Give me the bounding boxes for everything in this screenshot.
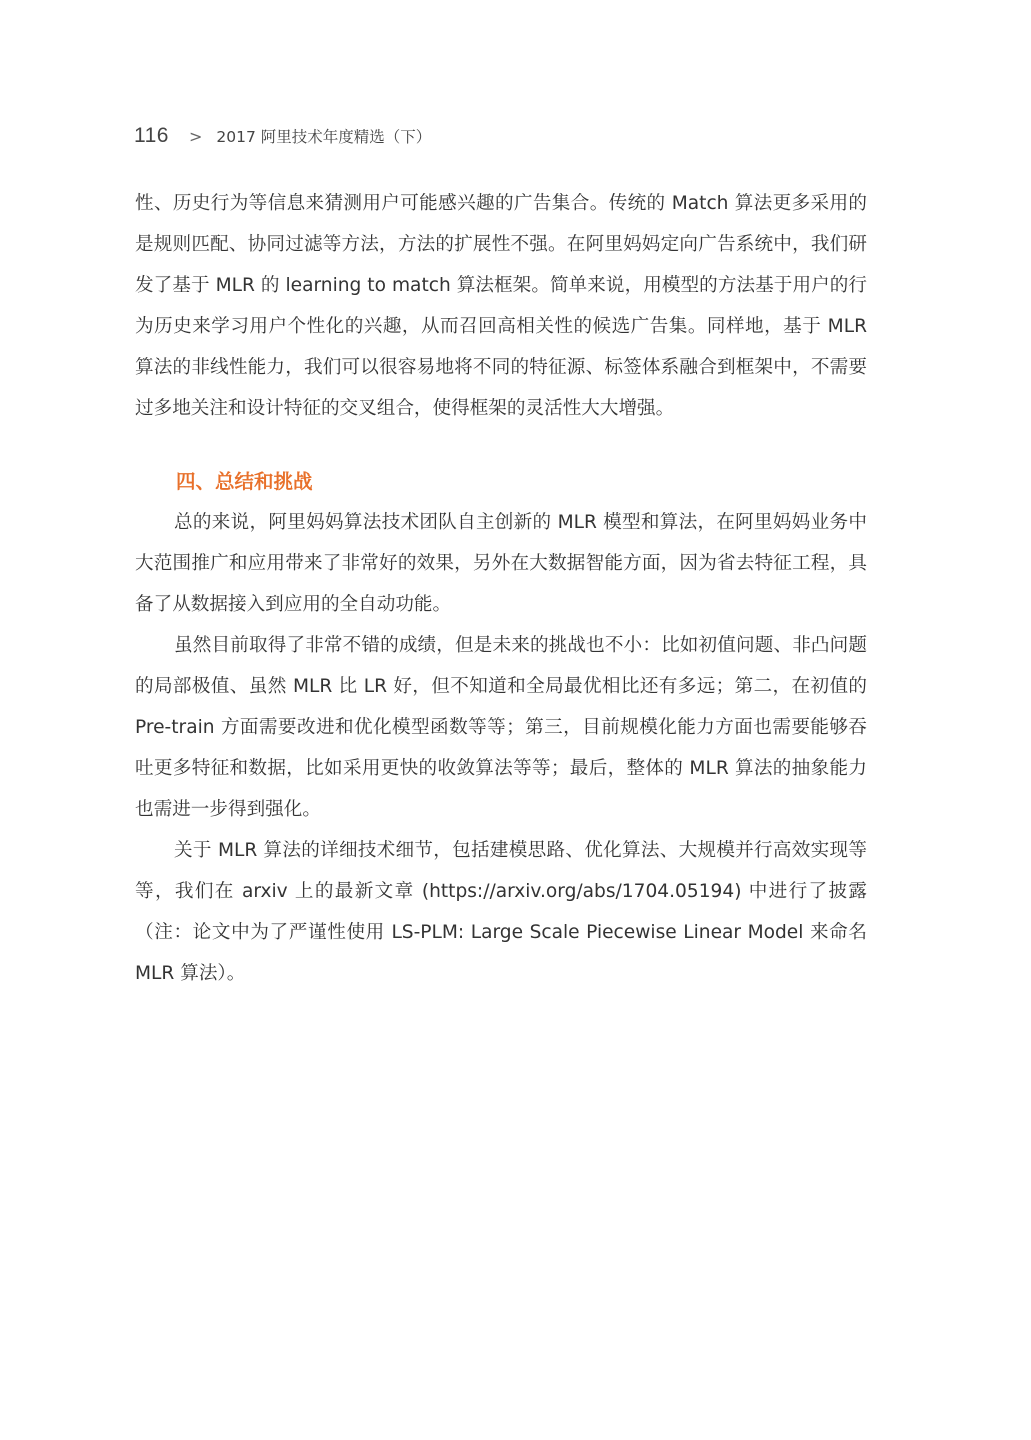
book-title: 2017 阿里技术年度精选（下） [216, 128, 432, 146]
body-paragraph-3: 关于 MLR 算法的详细技术细节，包括建模思路、优化算法、大规模并行高效实现等等，我们在 arxiv 上的最新文章 (https://arxiv.org/abs/1704.05194) 中进行了披露（注：论文中为了严谨性使用 LS-PLM: Large Scale Piecewise Linear Model 来命名 MLR 算法）。 [135, 840, 867, 984]
body-paragraph-1: 总的来说，阿里妈妈算法技术团队自主创新的 MLR 模型和算法，在阿里妈妈业务中大范围推广和应用带来了非常好的效果，另外在大数据智能方面，因为省去特征工程，具备了从数据接入到应用的全自动功能。 [135, 512, 867, 615]
intro-paragraph: 性、历史行为等信息来猜测用户可能感兴趣的广告集合。传统的 Match 算法更多采用的是规则匹配、协同过滤等方法，方法的扩展性不强。在阿里妈妈定向广告系统中，我们研发了基于 MLR 的 learning to match 算法框架。简单来说，用模型的方法基于用户的行为历史来学习用户个性化的兴趣，从而召回高相关性的候选广告集。同样地，基于 MLR 算法的非线性能力，我们可以很容易地将不同的特征源、标签体系融合到框架中，不需要过多地关注和设计特征的交叉组合，使得框架的灵活性大大增强。 [135, 193, 867, 419]
page-number: 116 [134, 124, 169, 147]
page-header [134, 124, 431, 154]
body-paragraph-2: 虽然目前取得了非常不错的成绩，但是未来的挑战也不小：比如初值问题、非凸问题的局部极值、虽然 MLR 比 LR 好，但不知道和全局最优相比还有多远；第二，在初值的 Pre-train 方面需要改进和优化模型函数等等；第三，目前规模化能力方面也需要能够吞吐更多特征和数据，比如采用更快的收敛算法等等；最后，整体的 MLR 算法的抽象能力也需进一步得到强化。 [135, 635, 867, 820]
page-body [135, 183, 867, 994]
section-heading: 四、总结和挑战 [176, 470, 313, 493]
header-separator: > [188, 127, 203, 146]
